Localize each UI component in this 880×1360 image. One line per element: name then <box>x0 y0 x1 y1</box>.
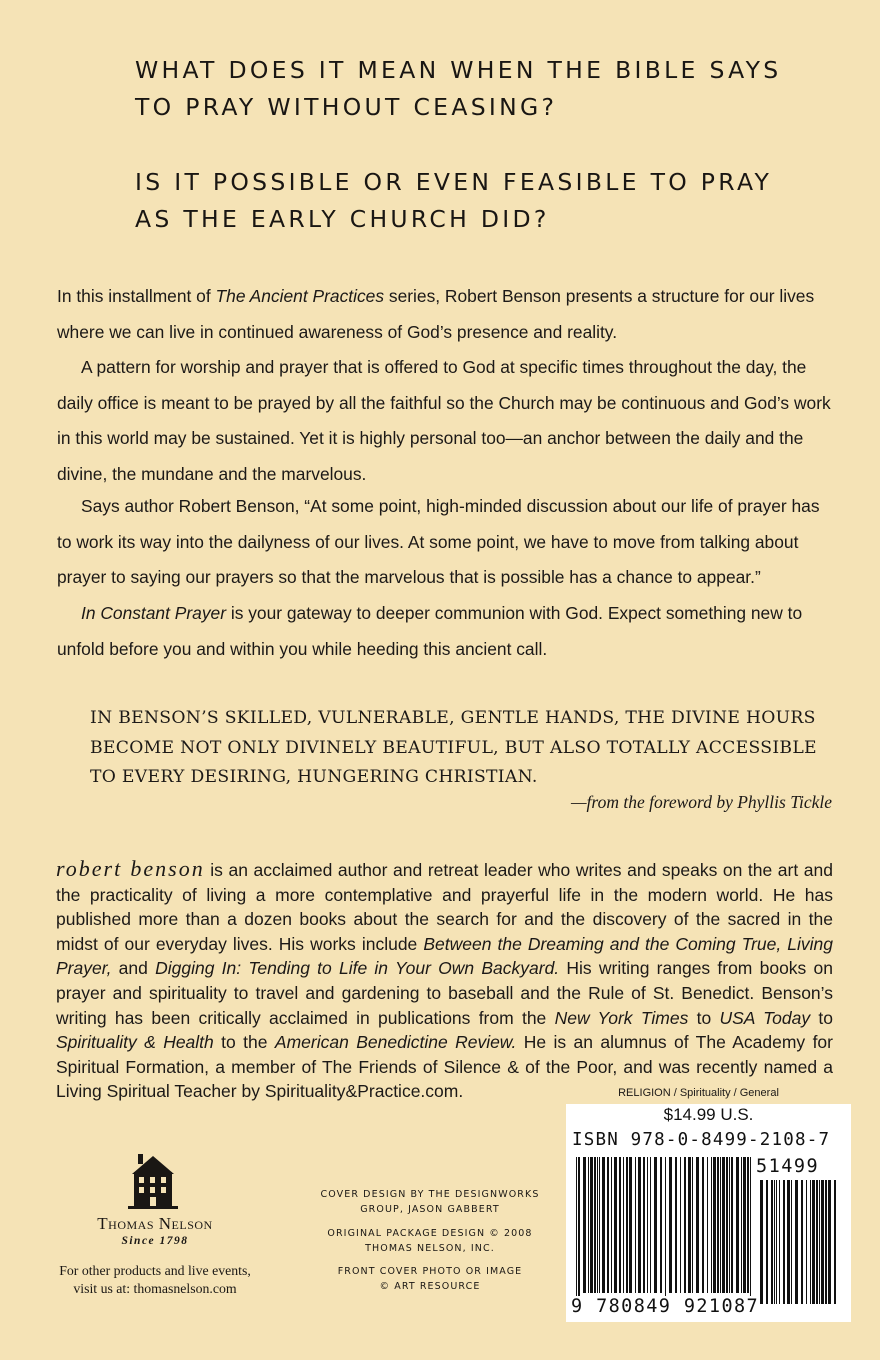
barcode-bar <box>660 1157 662 1293</box>
description-paragraph-4 <box>57 596 833 667</box>
barcode-bar <box>828 1180 831 1304</box>
author-bio <box>56 857 833 1104</box>
endorsement-quote <box>90 704 850 793</box>
publisher-name-text: Thomas Nelson <box>97 1214 213 1233</box>
credit-line: © ART RESOURCE <box>379 1281 481 1292</box>
publisher-house-icon <box>128 1152 178 1210</box>
cover-design-credit <box>305 1187 555 1217</box>
barcode-bar <box>675 1157 677 1293</box>
barcode-bar <box>774 1180 775 1304</box>
barcode-bar <box>816 1180 818 1304</box>
barcode-bar <box>643 1157 645 1293</box>
barcode-bar <box>647 1157 648 1293</box>
barcode-bar <box>750 1157 751 1305</box>
series-title: The Ancient Practices <box>215 286 385 306</box>
barcode-bar <box>629 1157 632 1293</box>
barcode-bar <box>760 1180 763 1304</box>
photo-credit <box>305 1264 555 1294</box>
barcode-bar <box>607 1157 609 1293</box>
barcode-bar <box>741 1157 742 1293</box>
barcode-bar <box>669 1157 672 1293</box>
headline-line: AS THE EARLY CHURCH DID? <box>135 205 550 233</box>
barcode-bar <box>654 1157 657 1293</box>
barcode-bar <box>602 1157 605 1293</box>
publisher-name <box>75 1214 235 1234</box>
author-name: robert benson <box>56 856 205 881</box>
credit-line: FRONT COVER PHOTO OR IMAGE <box>337 1266 523 1277</box>
publication-title: USA Today <box>719 1007 811 1028</box>
book-title: In Constant Prayer <box>81 603 226 623</box>
barcode-bar <box>590 1157 593 1293</box>
barcode-bar <box>578 1157 580 1305</box>
text: series, Robert Benson presents a structure for our lives where we can live in continued awareness of God’s presence and reality. <box>57 286 815 342</box>
barcode-bar <box>684 1157 686 1293</box>
text: to <box>688 1007 720 1028</box>
credit-line: GROUP, JASON GABBERT <box>360 1204 500 1215</box>
note-line: visit us at: thomasnelson.com <box>73 1280 237 1296</box>
barcode-bar <box>819 1180 820 1304</box>
quote-line: IN BENSON’S SKILLED, VULNERABLE, GENTLE HANDS, THE DIVINE HOURS <box>90 708 816 728</box>
barcode-bar <box>711 1157 712 1293</box>
price-addon-barcode-bars <box>760 1180 838 1316</box>
text: is your gateway to deeper communion with God. Expect something new to unfold before you and within you while heeding this ancient call. <box>57 603 803 659</box>
credit-line: THOMAS NELSON, INC. <box>365 1243 495 1254</box>
barcode-bar <box>588 1157 589 1293</box>
text: and <box>111 958 156 979</box>
barcode-bar <box>825 1180 827 1304</box>
barcode-bar <box>801 1180 803 1304</box>
description-paragraph-1 <box>57 279 833 350</box>
barcode-bar <box>776 1180 777 1304</box>
publisher-since: Since 1798 <box>121 1235 189 1247</box>
price-code-label: 51499 <box>756 1156 820 1177</box>
headline-question-2 <box>135 164 772 238</box>
barcode-bar <box>692 1157 693 1293</box>
bisac-category: RELIGION / Spirituality / General <box>618 1087 779 1099</box>
barcode-bar <box>688 1157 691 1293</box>
barcode-bar <box>787 1180 790 1304</box>
publication-title: New York Times <box>554 1007 689 1028</box>
barcode-bar <box>779 1180 780 1304</box>
barcode-bar <box>665 1157 666 1305</box>
package-design-credit <box>305 1226 555 1256</box>
ean-number: 9 780849 921087 <box>571 1296 760 1317</box>
barcode-bar <box>623 1157 624 1293</box>
barcode-bar <box>812 1180 815 1304</box>
barcode-bar <box>713 1157 716 1293</box>
barcode-bar <box>766 1180 768 1304</box>
text: In this installment of <box>57 286 216 306</box>
barcode-bar <box>729 1157 730 1293</box>
text: He is an alumnus of The Academy for Spiritual Formation, a member of The Friends of Silence & of the Poor, and was recently named a Living Spiritual Teacher by Spirituality&Practice.com. <box>56 1032 833 1102</box>
barcode-bar <box>834 1180 836 1304</box>
barcode-bar <box>594 1157 596 1293</box>
text: A pattern for worship and prayer that is offered to God at specific times throughout the day, the daily office is meant to be prayed by all the faithful so the Church may be continuous and God’s work in this world may be sustained. Yet it is highly personal too—an anchor between the daily and the divine, the mundane and the marvelous. <box>57 357 831 484</box>
barcode-bar <box>791 1180 792 1304</box>
barcode-bar <box>795 1180 798 1304</box>
barcode-bar <box>583 1157 586 1293</box>
note-line: For other products and live events, <box>59 1263 251 1278</box>
barcode-bar <box>743 1157 746 1293</box>
description-paragraph-2 <box>57 350 833 492</box>
barcode-bar <box>771 1180 773 1304</box>
barcode-bar <box>626 1157 628 1293</box>
book-titles: Between the Dreaming and the Coming True, Living Prayer, <box>56 933 833 979</box>
credit-line: COVER DESIGN BY THE DESIGNWORKS <box>320 1189 540 1200</box>
barcode-bar <box>722 1157 725 1293</box>
barcode-bar <box>806 1180 807 1304</box>
barcode-bar <box>821 1180 824 1304</box>
barcode-bar <box>597 1157 598 1293</box>
text: to the <box>213 1032 275 1053</box>
barcode-bar <box>726 1157 728 1293</box>
description-paragraph-3 <box>57 489 833 596</box>
quote-attribution: —from the foreword by Phyllis Tickle <box>570 792 832 812</box>
publication-title: Spirituality & Health <box>56 1032 214 1053</box>
barcode-bar <box>638 1157 641 1293</box>
barcode-bar <box>680 1157 681 1293</box>
quote-line: TO EVERY DESIRING, HUNGERING CHRISTIAN. <box>90 767 538 787</box>
barcode-bar <box>747 1157 749 1293</box>
text: His writing ranges from books on prayer and spirituality to travel and gardening to baseball and the Rule of St. Benedict. Benson’s writing has been critically acclaimed in publications from the <box>56 958 833 1028</box>
credit-line: ORIGINAL PACKAGE DESIGN © 2008 <box>327 1228 533 1239</box>
barcode-bar <box>614 1157 617 1293</box>
headline-line: WHAT DOES IT MEAN WHEN THE BIBLE SAYS <box>135 56 782 84</box>
barcode-bar <box>635 1157 636 1293</box>
text: to <box>810 1007 833 1028</box>
barcode-bar <box>696 1157 699 1293</box>
barcode-bar <box>707 1157 708 1293</box>
barcode-bar <box>702 1157 704 1293</box>
text: is an acclaimed author and retreat leader who writes and speaks on the art and the practicality of living a more contemplative and prayerful life in the modern world. He has published more than a dozen books about the search for and the discovery of the sacred in the midst of our everyday lives. His works include <box>56 860 833 954</box>
barcode-bar <box>576 1157 577 1305</box>
ean-barcode-bars <box>576 1157 754 1305</box>
headline-question-1 <box>135 52 782 126</box>
publication-title: American Benedictine Review. <box>274 1032 517 1053</box>
barcode-bar <box>731 1157 733 1293</box>
barcode-bar <box>783 1180 785 1304</box>
headline-line: TO PRAY WITHOUT CEASING? <box>135 93 558 121</box>
headline-line: IS IT POSSIBLE OR EVEN FEASIBLE TO PRAY <box>135 168 773 196</box>
quote-line: BECOME NOT ONLY DIVINELY BEAUTIFUL, BUT ALSO TOTALLY ACCESSIBLE <box>90 737 817 758</box>
barcode-bar <box>611 1157 612 1293</box>
text: Says author Robert Benson, “At some point, high-minded discussion about our life of prayer has to work its way into the dailyness of our lives. At some point, we have to move from talking about prayer to saying our prayers so that the marvelous that is possible has a chance to appear.” <box>57 496 820 587</box>
price-label: $14.99 U.S. <box>663 1105 754 1124</box>
barcode-bar <box>650 1157 651 1293</box>
book-title: Digging In: Tending to Life in Your Own Backyard. <box>155 958 560 979</box>
barcode-bar <box>599 1157 600 1293</box>
barcode-bar <box>810 1180 811 1304</box>
barcode-bar <box>736 1157 739 1293</box>
barcode-bar <box>717 1157 719 1293</box>
barcode-bar <box>619 1157 621 1293</box>
barcode-bar <box>720 1157 721 1293</box>
publisher-note <box>47 1262 263 1297</box>
isbn-label: ISBN 978-0-8499-2108-7 <box>572 1130 831 1150</box>
